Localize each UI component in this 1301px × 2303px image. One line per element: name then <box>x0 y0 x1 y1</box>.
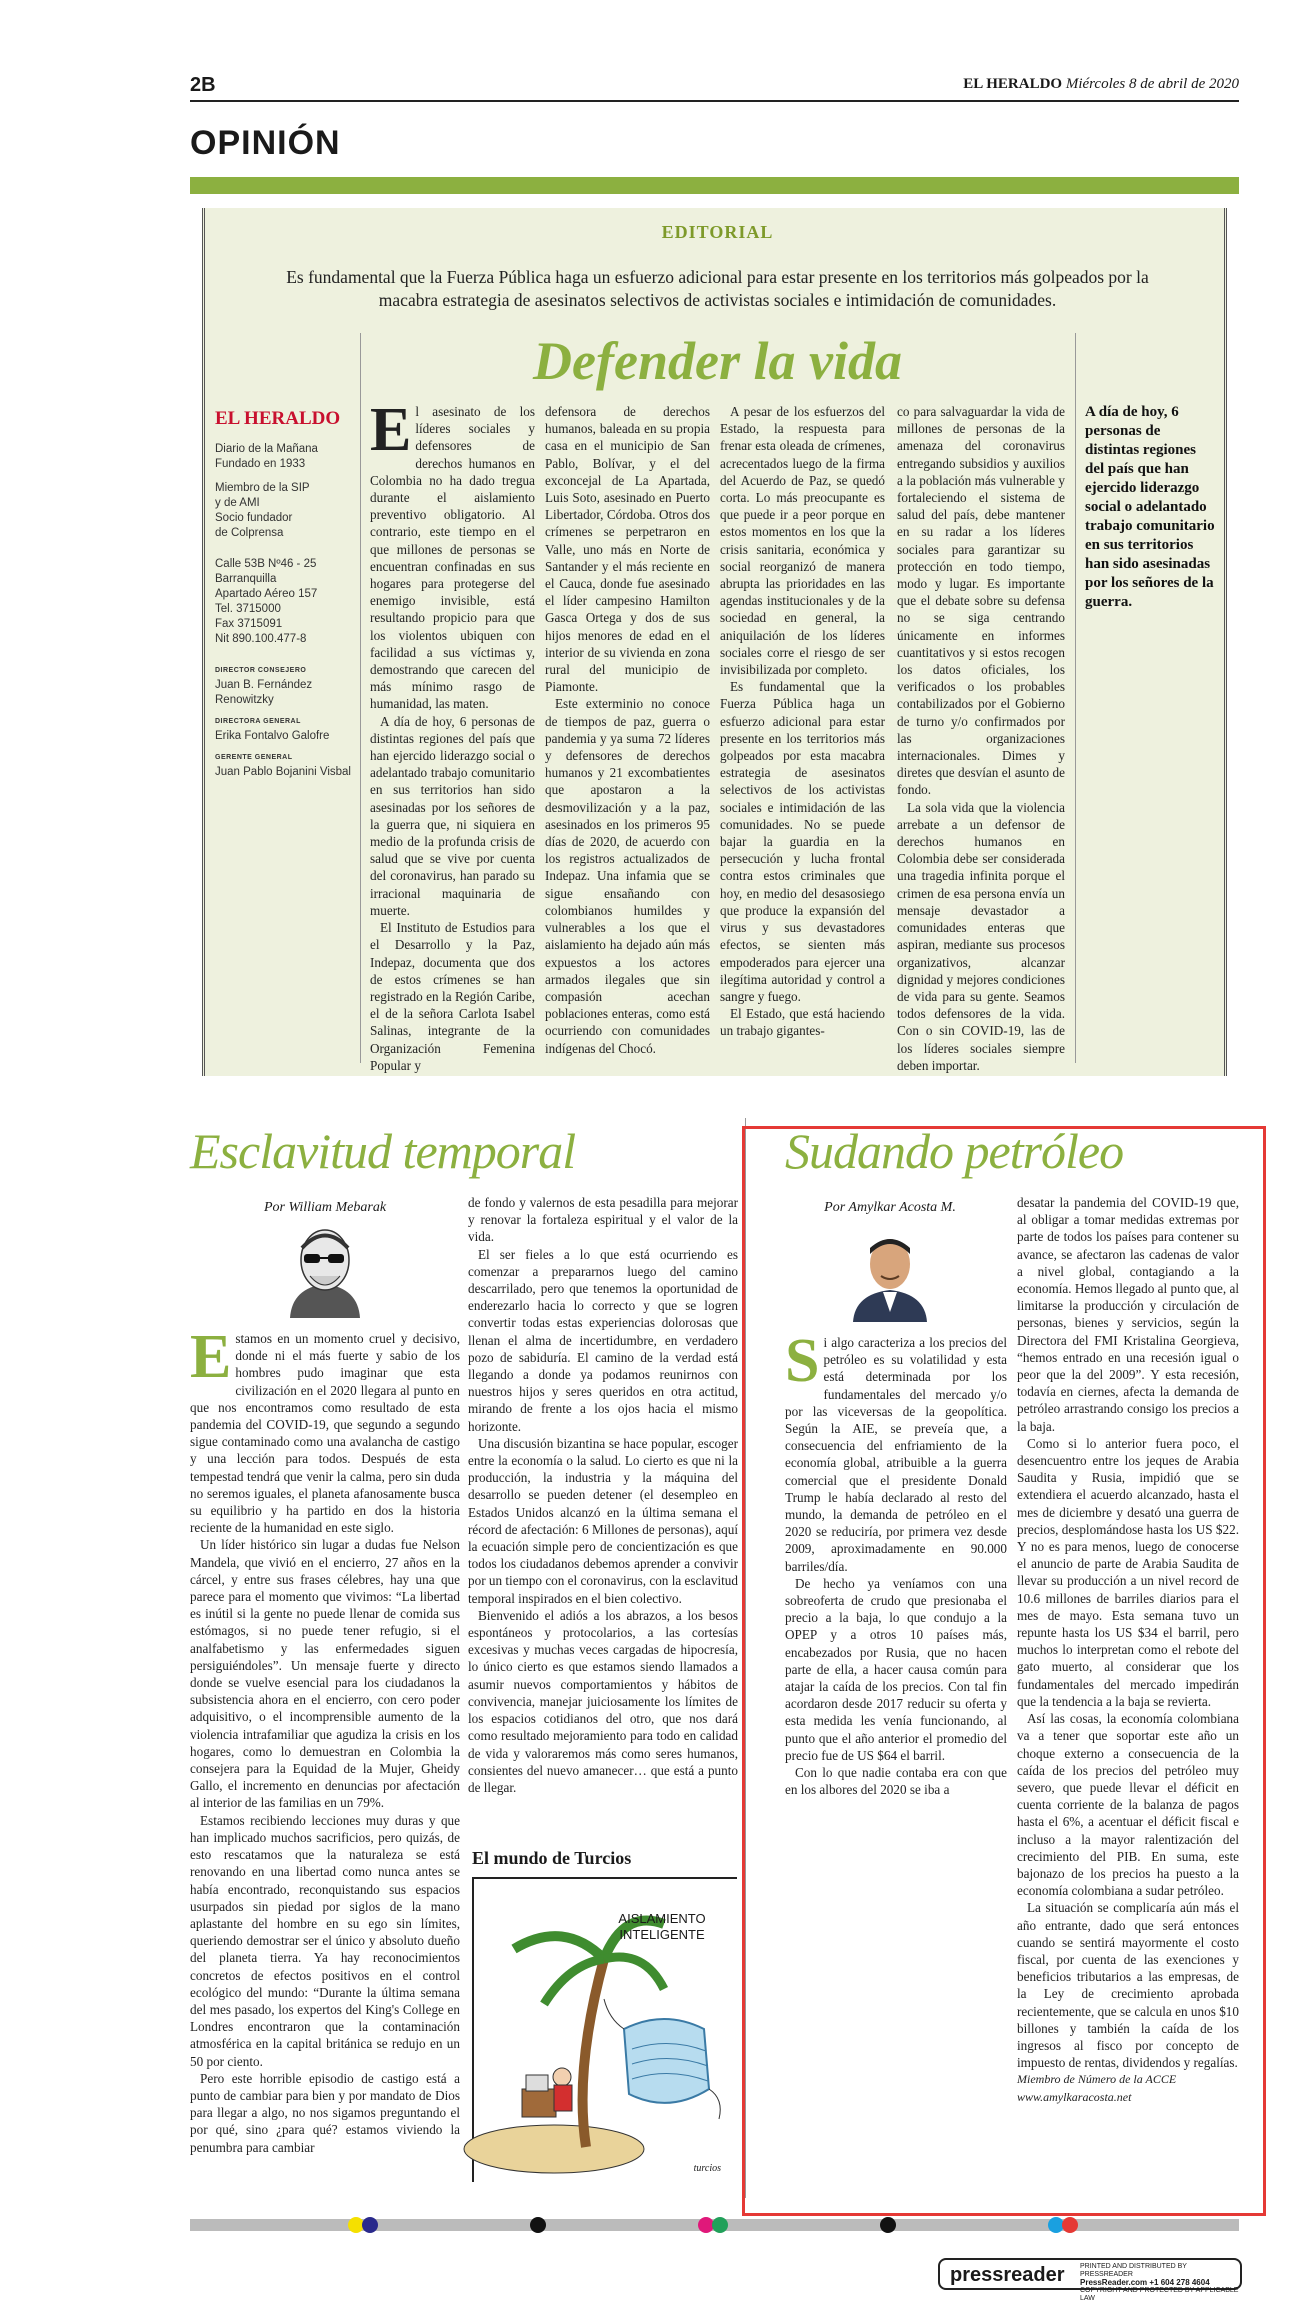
paragraph: Es fundamental que la Fuerza Pública haga un esfuerzo adicional para estar presente en los territorios más golpeados por esta macabra estrategia de asesinatos selectivos de los activistas sociales e intimidación de las comunidades. No se puede bajar la guardia en la persecución y lucha frontal contra estos criminales que hoy, en medio del desasosiego que produce la expansión del virus y sus devastadores efectos, se sienten más empoderados para ejercer una ilegítima autoridad y control a sangre y fuego. <box>720 679 885 1004</box>
staff-info: Miembro de la SIP y de AMI Socio fundador de Colprensa <box>215 482 310 539</box>
staff-role: DIRECTOR CONSEJERO <box>215 667 307 674</box>
paragraph: El Estado, que está haciendo un trabajo gigantes- <box>720 1006 885 1039</box>
masthead-date: Miércoles 8 de abril de 2020 <box>1065 76 1239 92</box>
paragraph: Si algo caracteriza a los precios del petróleo es su volatilidad y esta está determinada por los fundamentales del mercado y/o por las viceversas de la geopolítica. Según la AIE, se preveía que, a consecuencia del enfriamiento de la economía global, atribuible a la guerra comercial que el presidente Donald Trump le había declarado al resto del mundo, la demanda de petróleo en el 2020 se reduciría, por primera vez desde 2009, aproximadamente en 90.000 barriles/día. <box>785 1327 1007 1574</box>
paragraph: Con lo que nadie contaba era con que en los albores del 2020 se iba a <box>785 1765 1007 1798</box>
dropcap: S <box>785 1327 820 1395</box>
paragraph: De hecho ya veníamos con una sobreoferta de crudo que presionaba el precio a la baja, lo que condujo a la OPEP y a otros 10 países más, encabezados por Rusia, que no hacen parte de ella, a hacer causa común para atajar la caída de los precios. Con tal fin acordaron desde 2017 reducir su oferta y esta medida les venía funcionando, al punto que el año anterior el promedio del precio fue de US $64 el barril. <box>785 1575 1007 1763</box>
highlight-box <box>742 1126 1266 2216</box>
staff-role: GERENTE GENERAL <box>215 754 293 761</box>
staff-name: Juan B. Fernández Renowitzky <box>215 679 313 706</box>
paragraph: La sola vida que la violencia arrebate a un defensor de derechos humanos en Colombia debe ser considerada una tragedia infinita porque el crimen de esa persona envía un mensaje devastador a comunidades enteras que aspiran, mediante sus procesos organizativos, alcanzar dignidad y mejores condiciones de vida para su gente. Seamos todos defensores de la vida. Con o sin COVID-19, las de los líderes sociales siempre deben importar. <box>897 799 1065 1073</box>
dropcap: E <box>370 396 412 464</box>
pressreader-logo: pressreader <box>950 2264 1065 2286</box>
paragraph: Pero este horrible episodio de castigo está a punto de cambiar para bien y por mandato de Dios para llegar a algo, no nos sigamos preguntando el por qué, sino ¿para qué? estamos viviendo la penumbra para cambiar <box>190 2070 460 2155</box>
color-registration-bar <box>190 2219 1239 2231</box>
byline-right: Por Amylkar Acosta M. <box>824 1200 956 1215</box>
masthead-name: EL HERALDO <box>963 76 1063 92</box>
paragraph: Un líder histórico sin lugar a dudas fue Nelson Mandela, que vivió en el encierro, 27 años en la cárcel, y entre sus frases célebres, hay una que parece para el momento que vivimos: “La libertad es inútil si la gente no puede llenar de comida sus estómagos, si no puede tener refugio, si el analfabetismo y las enfermedades siguen persiguiéndoles”. Un mensaje fuerte y directo donde se vuelve esencial para los ciudadanos la subsistencia ahora en el encierro, con cero poder adquisitivo, o el incomprensible aumento de la violencia intrafamiliar que agudiza la crisis en los hogares, como lo demuestran en Colombia la consejera para la Equidad de la Mujer, Gheidy Gallo, el incremento en denuncias por afectación al interior de las familias en un 79%. <box>190 1537 460 1811</box>
staff-name: Erika Fontalvo Galofre <box>215 730 330 742</box>
paragraph: Este exterminio no conoce de tiempos de paz, guerra o pandemia y ya suma 72 líderes y defensores de derechos humanos y 21 excombatientes que apostaron a la desmovilización y a la paz, asesinados en los primeros 95 días de 2020, de acuerdo con los registros actualizados de Indepaz. Una infamia que se sigue ensañando con colombianos humildes y vulnerables a los que el aislamiento ha dejado aún más expuestos a los actores armados ilegales que sin compasión acechan poblaciones enteras, como está ocurriendo con comunidades indígenas del Chocó. <box>545 696 710 1056</box>
paragraph: Una discusión bizantina se hace popular, escoger entre la economía o la salud. Lo cierto es que ni la producción, la industria y la máquina del desarrollo se pueden detener (el desempleo en Estados Unidos alcanzó en la última semana el récord de afectación: 6 Millones de personas), aquí la ecuación simple pero de concientización es que todos los ciudadanos debemos aprender a convivir por un tiempo con el coronavirus, con la esclavitud temporal inspirados en el bien colectivo. <box>468 1435 738 1606</box>
pull-quote: A día de hoy, 6 personas de distintas regiones del país que han ejercido liderazgo social o adelantado trabajo comunitario en sus territorios han sido asesinadas por los señores de la guerra. <box>1085 404 1215 610</box>
editorial-box <box>202 208 1227 1076</box>
paragraph: A día de hoy, 6 personas de distintas regiones del país que han ejercido liderazgo social o adelantado trabajo comunitario en sus territorios han sido asesinadas por los señores de la guerra que, ni siquiera en medio de la profunda crisis de salud que se vive por cuenta del coronavirus, han parado su irracional maquinaria de muerte. <box>370 713 535 918</box>
editorial-column-4 <box>897 403 1065 1074</box>
paragraph: El asesinato de los líderes sociales y defensores de derechos humanos en Colombia no ha dado tregua durante el aislamiento preventivo obligatorio. Al contrario, este tiempo en el que millones de personas se encuentran confinadas en sus hogares para protegerse del enemigo invisible, está resultando propicio para que los violentos ubiquen con facilidad a sus víctimas y, demostrando que carecen del más mínimo rasgo de humanidad, las maten. <box>370 396 535 712</box>
paragraph: La situación se complicaría aún más el año entrante, dado que será entonces cuando se sentirá mayormente el costo fiscal, por cuenta de las exenciones y beneficios tributarios a las empresas, de la Ley de crecimiento aprobada recientemente, que se calcula en unos $10 billones y también la caída de los ingresos al fisco por concepto de impuesto de rentas, dividendos y regalías. <box>1017 1900 1239 2071</box>
author-credit: Miembro de Número de la ACCE <box>1017 2072 1177 2087</box>
editorial-column-3 <box>720 403 885 1040</box>
header-rule <box>190 100 1239 102</box>
paragraph: defensora de derechos humanos, baleada en su propia casa en el municipio de San Pablo, Bolívar, y el del exconcejal de La Apartada, Luis Soto, asesinado en Puerto Libertador, Córdoba. Otros dos crímenes se perpetraron en Valle, uno más en Norte de Santander y el más reciente en el Cauca, donde fue asesinado el líder campesino Hamilton Gasca Ortega y dos de sus hijos menores de edad en el interior de su vivienda en zona rural del municipio de Piamonte. <box>545 404 710 695</box>
registration-dot <box>1062 2217 1078 2233</box>
pressreader-badge[interactable] <box>938 2258 1242 2302</box>
column-left-text-2 <box>468 1194 738 1796</box>
paragraph: Así las cosas, la economía colombiana va a tener que soportar este año un choque externo a consecuencia de la caída de los precios del petróleo muy severo, que puede llevar el déficit en cuenta corriente de la balanza de pagos hasta el 6%, a acentuar el déficit fiscal e incluso a la mayor ralentización del crecimiento del PIB. En suma, este bajonazo de los precios ha puesto a la economía colombiana a sudar petróleo. <box>1017 1711 1239 1899</box>
registration-dot <box>362 2217 378 2233</box>
staff-box <box>215 408 355 784</box>
paragraph: El ser fieles a lo que está ocurriendo es comenzar a prepararnos luego del camino descarrilado, pero que tenemos la oportunidad de enderezarlo hacia lo correcto y que se logren convertir todas estas experiencias dolorosas que llenan el alma de incertidumbre, en verdadero pozo de sabiduría. El camino de la verdad está llegando a donde ya podamos reunirnos con nuestros hijos y seres queridos en otra actitud, mirando de frente a los ojos hacia el mismo horizonte. <box>468 1246 738 1434</box>
staff-role: DIRECTORA GENERAL <box>215 718 301 725</box>
paragraph: co para salvaguardar la vida de millones de personas de la amenaza del coronavirus entregando subsidios y auxilios a la población más vulnerable y fortaleciendo el sistema de salud del país, debe mantener en su radar a los líderes sociales para garantizar su protección en todo tiempo, modo y lugar. Es importante que el debate sobre su defensa no se siga centrando únicamente en informes cuantitativos y si estos recogen los datos oficiales, los verificados o los probables contabilizados por el Gobierno de turno y/o confirmados por las organizaciones internacionales. Dimes y diretes que desvían el asunto de fondo. <box>897 404 1065 798</box>
el-heraldo-logo: EL HERALDO <box>215 408 341 429</box>
editorial-headline: Defender la vida <box>533 331 902 391</box>
dropcap: E <box>190 1323 232 1391</box>
registration-dot <box>880 2217 896 2233</box>
staff-name: Juan Pablo Bojanini Visbal <box>215 766 351 778</box>
paragraph: El Instituto de Estudios para el Desarrollo y la Paz, Indepaz, documenta que dos de estos crímenes se han registrado en la Región Caribe, el de la señora Carlota Isabel Salinas, integrante de la Organización Femenina Popular y <box>370 920 535 1073</box>
editorial-column-1 <box>370 396 535 1074</box>
section-title: OPINIÓN <box>190 124 341 162</box>
author-portrait-left <box>270 1218 380 1318</box>
column-divider <box>1075 333 1076 1063</box>
masthead <box>963 76 1239 93</box>
section-accent-bar <box>190 177 1239 194</box>
paragraph: desatar la pandemia del COVID-19 que, al obligar a tomar medidas extremas por parte de todos los países para contener su avance, se afectaron las cadenas de valor a nivel global, contagiando a la economía. Hemos llegado al punto que, al limitarse la producción y circulación de personas, bienes y servicios, según la Directora del FMI Kristalina Georgieva, “hemos entrado en una recesión igual o peor que la del 2009”. Y esta recesión, todavía en ciernes, afecta la demanda de petróleo arrastrando consigo los precios a la baja. <box>1017 1195 1239 1434</box>
staff-info: Diario de la Mañana Fundado en 1933 <box>215 443 318 470</box>
column-headline-left: Esclavitud temporal <box>190 1123 576 1179</box>
cartoonist-signature: turcios <box>693 2163 721 2174</box>
paragraph: Estamos en un momento cruel y decisivo, donde ni el más fuerte y sabio de los hombres pudo imaginar que esta civilización en el 2020 llegara al punto en que nos encontramos como resultado de esta pandemia del COVID-19, que segundo a segundo sigue contaminado como una avalancha de castigo y una lección para todos. Después de esta tempestad tendrá que venir la calma, pero sin duda no seremos iguales, el planeta afanosamente busca su equilibrio y ha partido en dos la historia reciente de la humanidad en este siglo. <box>190 1323 460 1536</box>
editorial-label: EDITORIAL <box>661 222 774 242</box>
editorial-column-2 <box>545 403 710 1057</box>
registration-dot <box>530 2217 546 2233</box>
paragraph: Bienvenido el adiós a los abrazos, a los besos espontáneos y protocolarios, a las cortesías excesivas y muchas veces cargadas de hipocresía, lo único cierto es que estamos siendo llamados a asumir nuevos comportamientos y hábitos de convivencia, manejar juiciosamente los límites de los espacios cotidianos del otro, que nos dará como resultado mejoramiento para todo en calidad de vida y valoraremos más como seres humanos, consientes del nuevo amanecer… que está a punto de llegar. <box>468 1607 738 1795</box>
author-website: www.amylkaracosta.net <box>1017 2089 1132 2104</box>
pressreader-info: PRINTED AND DISTRIBUTED BY PRESSREADER PressReader.com +1 604 278 4604 COPYRIGHT AND PROTECTED BY APPLICABLE LAW <box>1080 2263 1239 2302</box>
paragraph: Estamos recibiendo lecciones muy duras y que han implicado muchos sacrificios, pero quizás, de esto rescatamos que la naturaleza se está renovando en una libertad como nunca antes se había encontrado, reconquistando sus espacios usurpados sin piedad por siglos de la mano aplastante del hombre en su ego sin límites, queriendo demostrar ser el único y absoluto dueño del planeta tierra. Ya hay reconocimientos concretos de efectos positivos en el control ecológico del mundo: “Durante la última semana del mes pasado, los expertos del King's College en Londres encontraron que la contaminación atmosférica en la capital británica se redujo en un 50 por ciento. <box>190 1812 460 2069</box>
editorial-lead: Es fundamental que la Fuerza Pública haga un esfuerzo adicional para estar presente en los territorios más golpeados por la macabra estrategia de asesinatos selectivos de activistas sociales e intimidación de comunidades. <box>286 267 1149 310</box>
column-left-text-1 <box>190 1323 460 2156</box>
paragraph: Como si lo anterior fuera poco, el desencuentro entre los jeques de Arabia Saudita y Rusia, impidió que se extendiera el acuerdo alcanzado, hasta el mes de diciembre y desató una guerra de precios, desplomándose hasta los US $22. Y no es para menos, luego de conocerse el anuncio de parte de Arabia Saudita de llevar su producción a un nivel record de 10.6 millones de barriles diarios para el mes de mayo. Esta semana tuvo un repunte hasta los US $34 el barril, pero muchos lo interpretan como el rebote del gato muerto, al considerar que los fundamentales del mercado impedirán que la tendencia a la baja se revierta. <box>1017 1435 1239 1709</box>
registration-dot <box>712 2217 728 2233</box>
column-headline-right: Sudando petróleo <box>785 1123 1124 1179</box>
cartoon-caption: AISLAMIENTO INTELIGENTE <box>618 1911 706 1942</box>
paragraph: A pesar de los esfuerzos del Estado, la respuesta para frenar esta oleada de crímenes, acrecentados luego de la firma del Acuerdo de Paz, se quedó corta. Lo más preocupante es que puede ir a peor porque en estos momentos en los que la crisis sanitaria, económica y social reorganizó de manera abrupta las prioridades en las agendas institucionales y de la sociedad en general, la aniquilación de los líderes sociales corre el riesgo de ser invisibilizada por completo. <box>720 404 885 678</box>
page-number: 2B <box>190 74 216 96</box>
cartoon-title: El mundo de Turcios <box>472 1848 632 1868</box>
column-divider <box>360 333 361 1063</box>
byline-left: Por William Mebarak <box>263 1200 387 1215</box>
paragraph: de fondo y valernos de esta pesadilla para mejorar y renovar la fortaleza espiritual y el valor de la vida. <box>468 1195 738 1245</box>
staff-address: Calle 53B Nº46 - 25 Barranquilla Apartado Aéreo 157 Tel. 3715000 Fax 3715091 Nit 890.100.477-8 <box>215 558 318 645</box>
cartoon-illustration <box>472 1877 737 2182</box>
